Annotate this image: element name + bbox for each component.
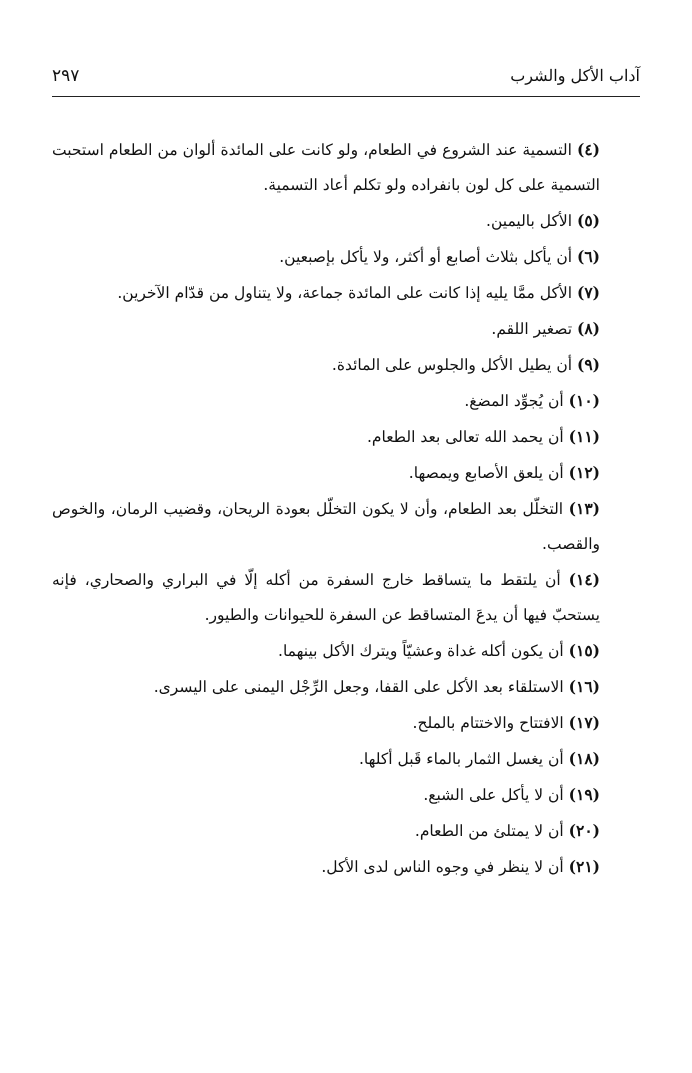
item-number: (١٤) bbox=[568, 570, 600, 589]
list-item bbox=[52, 849, 640, 885]
running-title: آداب الأكل والشرب bbox=[510, 66, 640, 85]
page-header bbox=[52, 60, 640, 97]
item-text: أن يطيل الأكل والجلوس على المائدة. bbox=[331, 356, 573, 374]
list-item bbox=[52, 741, 640, 777]
item-text: أن يلتقط ما يتساقط خارج السفرة من أكله إلّا في البراري والصحاري، فإنه يستحبّ فيها أن يدعَ المتساقط عن السفرة للحيوانات والطيور. bbox=[52, 571, 600, 624]
page-number: ٢٩٧ bbox=[52, 66, 80, 86]
list-item bbox=[52, 239, 640, 275]
page-body bbox=[52, 97, 640, 885]
list-item bbox=[52, 491, 640, 562]
list-item bbox=[52, 562, 640, 633]
list-item bbox=[52, 383, 640, 419]
list-item bbox=[52, 633, 640, 669]
item-number: (٢١) bbox=[568, 857, 600, 876]
item-number: (٩) bbox=[576, 355, 600, 374]
item-number: (١٥) bbox=[568, 641, 600, 660]
item-number: (١٣) bbox=[568, 499, 600, 518]
item-text: أن يُجوِّد المضغ. bbox=[464, 392, 564, 410]
item-number: (١٧) bbox=[568, 713, 600, 732]
item-text: أن لا يمتلئ من الطعام. bbox=[414, 822, 564, 840]
item-number: (١٩) bbox=[568, 785, 600, 804]
item-number: (٦) bbox=[576, 247, 600, 266]
list-item bbox=[52, 311, 640, 347]
item-text: الأكل باليمين. bbox=[486, 212, 573, 230]
list-item bbox=[52, 347, 640, 383]
item-text: أن يأكل بثلاث أصابع أو أكثر، ولا يأكل بإصبعين. bbox=[279, 248, 573, 266]
item-number: (٥) bbox=[576, 211, 600, 230]
item-text: أن لا يأكل على الشبع. bbox=[423, 786, 564, 804]
list-item bbox=[52, 275, 640, 311]
item-text: أن لا ينظر في وجوه الناس لدى الأكل. bbox=[321, 858, 564, 876]
item-text: أن يكون أكله غداة وعشيّاً ويترك الأكل بينهما. bbox=[278, 642, 564, 660]
item-text: أن يغسل الثمار بالماء قَبل أكلها. bbox=[358, 750, 564, 768]
item-number: (٤) bbox=[576, 140, 600, 159]
item-text: الاستلقاء بعد الأكل على القفا، وجعل الرِّجْل اليمنى على اليسرى. bbox=[153, 678, 564, 696]
item-text: أن يحمد الله تعالى بعد الطعام. bbox=[366, 428, 564, 446]
item-number: (١٢) bbox=[568, 463, 600, 482]
item-text: أن يلعق الأصابع ويمصها. bbox=[408, 464, 564, 482]
item-number: (١٨) bbox=[568, 749, 600, 768]
list-item bbox=[52, 203, 640, 239]
list-item bbox=[52, 777, 640, 813]
item-number: (١١) bbox=[568, 427, 600, 446]
item-text: الأكل ممَّا يليه إذا كانت على المائدة جماعة، ولا يتناول من قدّام الآخرين. bbox=[117, 284, 573, 302]
item-number: (٨) bbox=[576, 319, 600, 338]
item-number: (١٠) bbox=[568, 391, 600, 410]
list-item bbox=[52, 813, 640, 849]
item-text: التخلّل بعد الطعام، وأن لا يكون التخلّل بعودة الريحان، وقضيب الرمان، والخوص والقصب. bbox=[52, 500, 600, 553]
list-item bbox=[52, 669, 640, 705]
list-item bbox=[52, 455, 640, 491]
list-item bbox=[52, 419, 640, 455]
item-text: تصغير اللقم. bbox=[491, 320, 573, 338]
item-text: التسمية عند الشروع في الطعام، ولو كانت على المائدة ألوان من الطعام استحبت التسمية على كل لون بانفراده ولو تكلم أعاد التسمية. bbox=[52, 141, 600, 194]
list-item bbox=[52, 132, 640, 203]
item-number: (٧) bbox=[576, 283, 600, 302]
item-number: (١٦) bbox=[568, 677, 600, 696]
book-page bbox=[52, 60, 640, 1060]
item-text: الافتتاح والاختتام بالملح. bbox=[412, 714, 564, 732]
item-number: (٢٠) bbox=[568, 821, 600, 840]
list-item bbox=[52, 705, 640, 741]
